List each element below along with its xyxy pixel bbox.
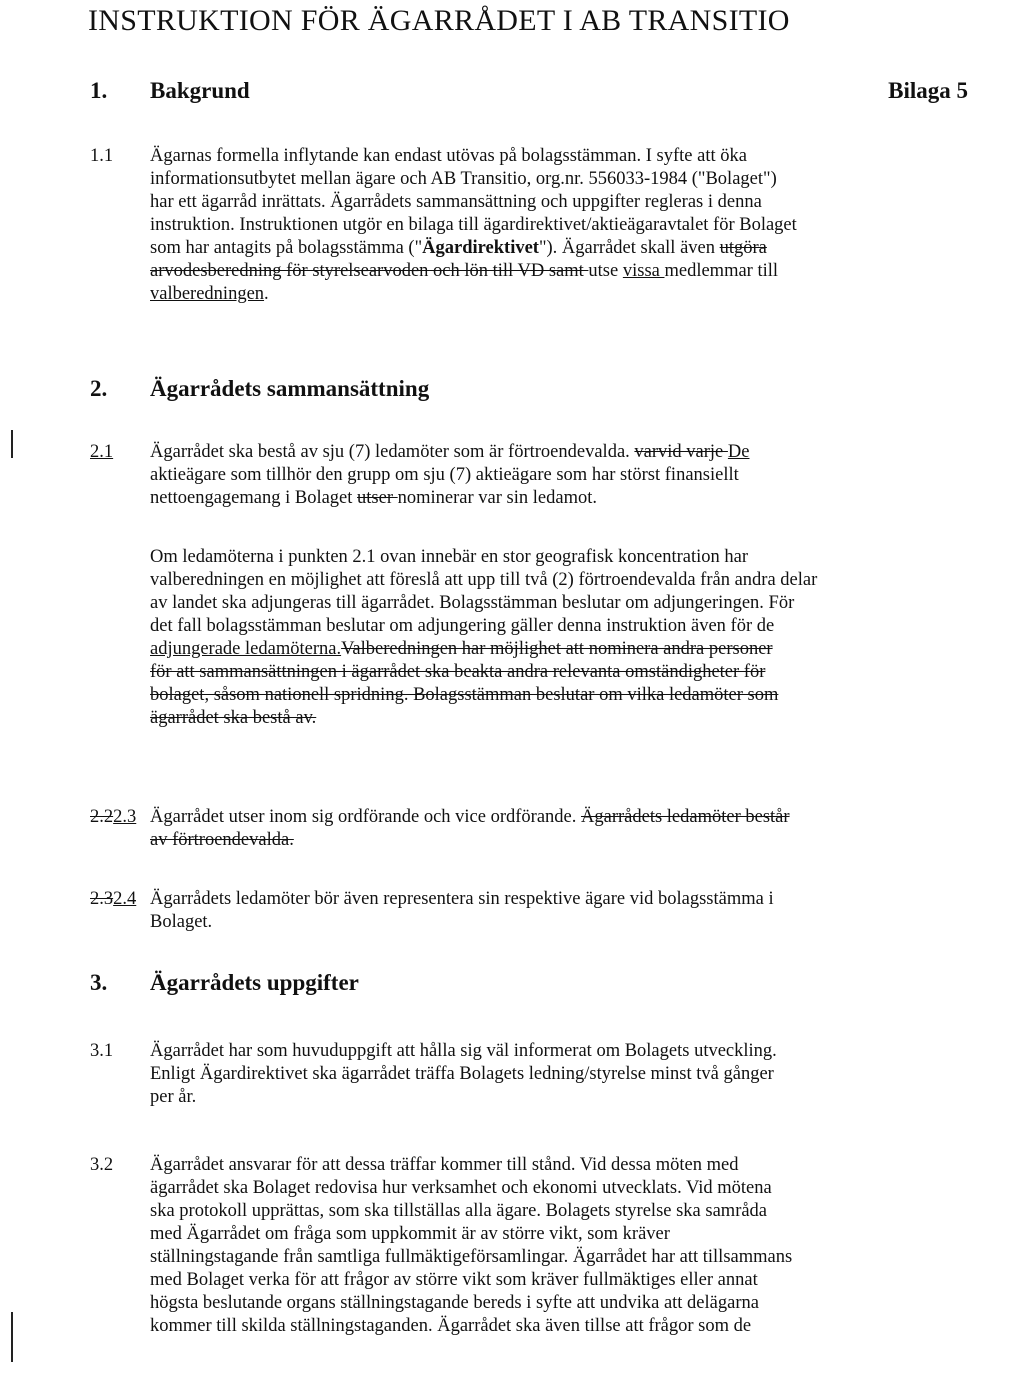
text-run: medlemmar till <box>664 261 779 281</box>
text-line <box>150 283 990 306</box>
text-line: Enligt Ägardirektivet ska ägarrådet träffa Bolagets ledning/styrelse minst två gånger <box>150 1064 774 1084</box>
text-line: ställningstagande från samtliga fullmäktigeförsamlingar. Ägarrådet har att tillsammans <box>150 1247 793 1267</box>
text-line: ägarrådet ska Bolaget redovisa hur verksamhet och ekonomi utvecklats. Vid mötena <box>150 1178 772 1198</box>
text-line: Ägarnas formella inflytande kan endast utövas på bolagsstämman. I syfte att öka <box>150 146 747 166</box>
deleted-text: utser <box>357 488 398 508</box>
text-run: som har antagits på bolagsstämma (" <box>150 238 423 258</box>
paragraph-body <box>150 145 990 306</box>
paragraph-body <box>150 1154 990 1338</box>
deleted-line: för att sammansättningen i ägarrådet ska beakta andra relevanta omständigheter för <box>150 662 766 682</box>
text-run: utse <box>588 261 623 281</box>
deleted-line: ägarrådet ska bestå av. <box>150 708 317 728</box>
document-title: INSTRUKTION FÖR ÄGARRÅDET I AB TRANSITIO <box>88 4 790 37</box>
paragraph-number <box>90 806 136 829</box>
text-run: Ägarrådet ska bestå av sju (7) ledamöter som är förtroendevalda. <box>150 442 635 462</box>
text-line: med Ägarrådet om fråga som uppkommit är av större vikt, som kräver <box>150 1224 670 1244</box>
deleted-line: bolaget, såsom nationell spridning. Bolagsstämman beslutar om vilka ledamöter som <box>150 685 779 705</box>
paragraph-number: 2.1 <box>90 442 114 462</box>
inserted-number: 2.4 <box>113 889 137 909</box>
text-line <box>150 237 990 260</box>
text-line: Ägarrådet har som huvuduppgift att hålla sig väl informerat om Bolagets utveckling. <box>150 1041 777 1061</box>
text-line: Ägarrådet ansvarar för att dessa träffar kommer till stånd. Vid dessa möten med <box>150 1155 739 1175</box>
deleted-text: utgöra <box>719 238 767 258</box>
text-line: har ett ägarråd inrättats. Ägarrådets sammansättning och uppgifter regleras i denna <box>150 192 762 212</box>
text-line: valberedningen en möjlighet att föreslå att upp till två (2) förtroendevalda från andra delar <box>150 570 818 590</box>
text-line: högsta beslutande organs ställningstagande bereds i syfte att undvika att delägarna <box>150 1293 759 1313</box>
defined-term: Ägardirektivet <box>422 238 539 258</box>
text-line: Bolaget. <box>150 912 213 932</box>
paragraph-number: 3.2 <box>90 1155 114 1175</box>
section-title: Ägarrådets sammansättning <box>150 376 430 401</box>
deleted-text: arvodesberedning för styrelsearvoden och lön till VD samt <box>150 261 589 281</box>
section-number: 3. <box>90 970 108 995</box>
text-line: med Bolaget verka för att frågor av större vikt som kräver fullmäktiges eller annat <box>150 1270 758 1290</box>
text-line: aktieägare som tillhör den grupp om sju (7) aktieägare som har störst finansiellt <box>150 465 739 485</box>
text-line <box>150 638 990 661</box>
change-bar <box>11 1312 13 1362</box>
text-run: Ägarrådet utser inom sig ordförande och vice ordförande. <box>150 807 581 827</box>
text-line: informationsutbytet mellan ägare och AB Transitio, org.nr. 556033-1984 ("Bolaget") <box>150 169 777 189</box>
text-line: Ägarrådets ledamöter bör även representera sin respektive ägare vid bolagsstämma i <box>150 889 774 909</box>
text-line: instruktion. Instruktionen utgör en bilaga till ägardirektivet/aktieägaravtalet för Bolaget <box>150 215 797 235</box>
text-line: det fall bolagsstämman beslutar om adjungering gäller denna instruktion även för de <box>150 616 775 636</box>
section-number: 2. <box>90 376 108 401</box>
paragraph-body <box>150 546 990 730</box>
deleted-text: Valberedningen har möjlighet att nominera andra personer <box>341 639 773 659</box>
text-run: "). Ägarrådet skall även <box>538 238 720 258</box>
text-run: nettoengagemang i Bolaget <box>150 488 358 508</box>
section-number: 1. <box>90 78 108 103</box>
deleted-line: av förtroendevalda. <box>150 830 294 850</box>
text-line: av landet ska adjungeras till ägarrådet. Bolagsstämman beslutar om adjungeringen. För <box>150 593 795 613</box>
paragraph-body <box>150 1040 990 1109</box>
text-line <box>150 487 990 510</box>
text-line <box>150 441 990 464</box>
text-line: ska protokoll upprättas, som ska tillställas alla ägare. Bolagets styrelse ska samråda <box>150 1201 768 1221</box>
text-line: Om ledamöterna i punkten 2.1 ovan innebär en stor geografisk koncentration har <box>150 547 748 567</box>
inserted-text: vissa <box>622 261 665 281</box>
text-line: kommer till skilda ställningstaganden. Ägarrådet ska även tillse att frågor som de <box>150 1316 752 1336</box>
text-run: nominerar var sin ledamot. <box>397 488 597 508</box>
deleted-number: 2.2 <box>90 807 114 827</box>
text-line <box>150 806 990 829</box>
paragraph-number: 3.1 <box>90 1041 114 1061</box>
text-line <box>150 260 990 283</box>
section-title: Ägarrådets uppgifter <box>150 970 359 995</box>
paragraph-body <box>150 806 990 852</box>
inserted-number: 2.3 <box>113 807 137 827</box>
deleted-number: 2.3 <box>90 889 114 909</box>
paragraph-number: 1.1 <box>90 146 114 166</box>
deleted-text: varvid varje <box>634 442 728 462</box>
paragraph-number <box>90 888 136 911</box>
inserted-text: valberedningen <box>150 284 265 304</box>
inserted-text: adjungerade ledamöterna. <box>150 639 342 659</box>
paragraph-body <box>150 441 990 510</box>
deleted-text: Ägarrådets ledamöter består <box>581 807 790 827</box>
appendix-label: Bilaga 5 <box>888 78 968 103</box>
text-run: . <box>264 284 269 304</box>
inserted-text: De <box>727 442 750 462</box>
change-bar <box>11 430 13 458</box>
paragraph-body <box>150 888 990 934</box>
section-title: Bakgrund <box>150 78 250 103</box>
text-line: per år. <box>150 1087 197 1107</box>
